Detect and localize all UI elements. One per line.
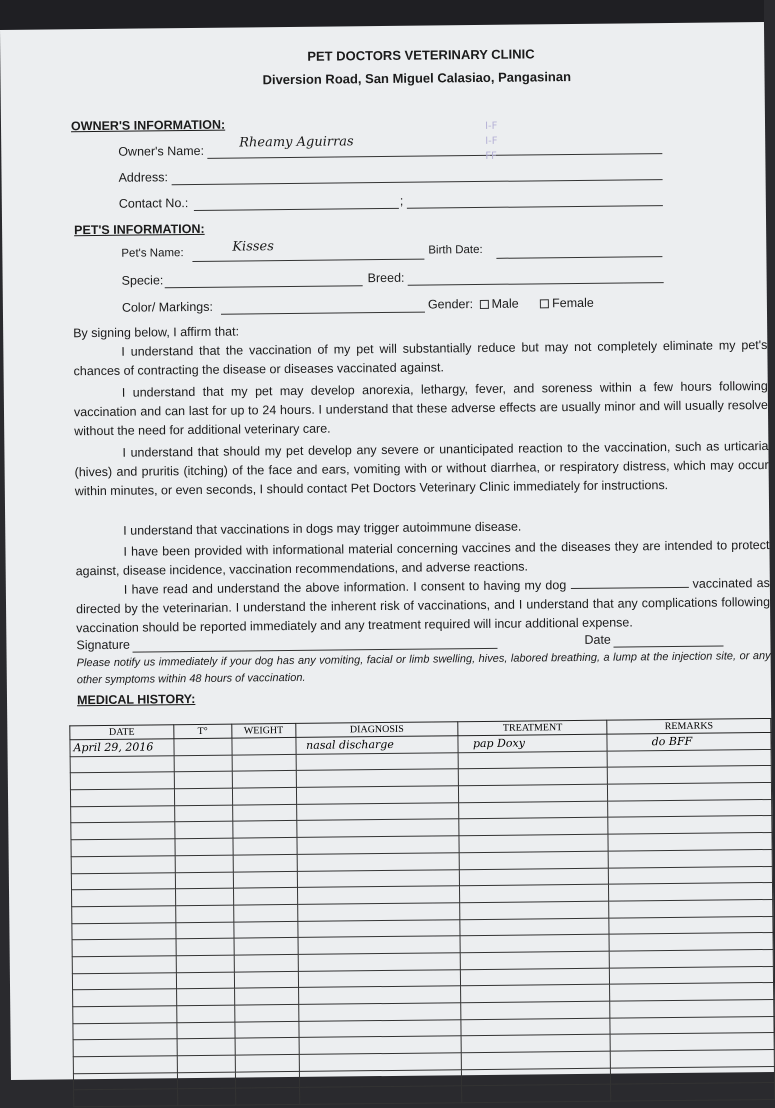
date-label: Date bbox=[584, 632, 611, 647]
table-cell bbox=[72, 889, 176, 907]
table-cell bbox=[298, 953, 461, 971]
table-cell bbox=[607, 749, 771, 767]
color-line bbox=[221, 312, 425, 315]
owner-section-title: OWNER'S INFORMATION: bbox=[70, 117, 226, 134]
col-weight: WEIGHT bbox=[231, 723, 295, 738]
table-cell bbox=[174, 755, 232, 772]
table-cell bbox=[459, 784, 608, 802]
cell-remarks: do BFF bbox=[607, 732, 771, 750]
table-cell bbox=[176, 955, 234, 972]
table-cell bbox=[235, 1071, 299, 1088]
margin-note-1: I-F bbox=[484, 120, 498, 132]
table-cell bbox=[608, 799, 772, 817]
table-cell bbox=[71, 856, 175, 874]
table-cell bbox=[72, 939, 176, 957]
margin-note-2: I-F bbox=[485, 135, 498, 147]
table-cell bbox=[177, 1055, 235, 1072]
consent-intro: By signing below, I affirm that: bbox=[73, 324, 240, 341]
pet-name-value: Kisses bbox=[232, 239, 274, 255]
table-cell bbox=[462, 1051, 611, 1069]
table-cell bbox=[233, 871, 297, 888]
table-cell bbox=[72, 922, 176, 940]
col-diagnosis: DIAGNOSIS bbox=[295, 722, 458, 738]
table-cell bbox=[71, 839, 175, 857]
table-cell bbox=[611, 1083, 775, 1101]
owner-name-line bbox=[207, 153, 662, 159]
cell-date: April 29, 2016 bbox=[70, 739, 174, 757]
consent-text-6c: as directed by the veterinarian. I understand the inherent risk of vaccinations, and I understand that any complications following vaccination should be reported immediately and any treatment required will incur additional expense. bbox=[75, 575, 771, 636]
table-cell bbox=[234, 954, 298, 971]
table-cell bbox=[608, 866, 772, 884]
consent-paragraph-6 bbox=[76, 574, 771, 638]
owner-name-value: Rheamy Aguirras bbox=[239, 134, 354, 151]
table-cell bbox=[235, 1038, 299, 1055]
breed-line bbox=[408, 282, 664, 286]
table-cell bbox=[70, 789, 174, 807]
cell-weight bbox=[232, 737, 296, 754]
table-cell bbox=[609, 916, 773, 934]
contact-line-1 bbox=[194, 208, 399, 211]
table-cell bbox=[298, 1003, 461, 1021]
table-cell bbox=[609, 883, 773, 901]
table-cell bbox=[175, 888, 233, 905]
male-checkbox[interactable] bbox=[480, 300, 489, 309]
table-cell bbox=[72, 956, 176, 974]
pet-section-title: PET'S INFORMATION: bbox=[74, 221, 205, 238]
table-cell bbox=[610, 1050, 774, 1068]
consent-paragraph-3 bbox=[74, 437, 769, 501]
breed-label: Breed: bbox=[367, 270, 405, 286]
table-cell bbox=[297, 886, 460, 904]
table-cell bbox=[174, 788, 232, 805]
table-cell bbox=[460, 934, 609, 952]
table-cell bbox=[297, 903, 460, 921]
table-cell bbox=[608, 849, 772, 867]
col-treatment: TREATMENT bbox=[458, 720, 607, 736]
contact-line-2 bbox=[407, 205, 663, 209]
consent-text-1: I understand that the vaccination of my pet will substantially reduce but may not completely eliminate my pet's chances of contracting the disease or diseases vaccinated against. bbox=[73, 337, 768, 379]
table-cell bbox=[235, 1021, 299, 1038]
table-cell bbox=[177, 1072, 235, 1089]
color-label: Color/ Markings: bbox=[121, 299, 213, 315]
table-cell bbox=[608, 833, 772, 851]
table-cell bbox=[608, 816, 772, 834]
table-cell bbox=[176, 922, 234, 939]
consent-text-2: I understand that my pet may develop anorexia, lethargy, fever, and soreness within a few hours following vaccination and can last for up to 24 hours. I understand that these adverse effects are usually minor and will usually resolve without the need for additional veterinary care. bbox=[73, 378, 769, 439]
table-cell bbox=[174, 771, 232, 788]
table-cell bbox=[297, 919, 460, 937]
table-cell bbox=[299, 1019, 462, 1037]
table-cell bbox=[70, 772, 174, 790]
table-cell bbox=[461, 1035, 610, 1053]
cell-treatment: pap Doxy bbox=[458, 734, 607, 752]
consent-paragraph-2 bbox=[74, 377, 769, 441]
table-cell bbox=[234, 1004, 298, 1021]
table-cell bbox=[70, 755, 174, 773]
table-cell bbox=[177, 1005, 235, 1022]
consent-text-3: I understand that should my pet develop any severe or unanticipated reaction to the vaccination, such as urticaria (hives) and pruritis (itching) of the face and ears, vomiting with or without diarrhea, or respiratory distress, which may occur within minutes, or even seconds, I should contact Pet Doctors Veterinary Clinic immediately for instructions. bbox=[74, 438, 769, 499]
consent-paragraph-1 bbox=[73, 336, 767, 381]
table-cell bbox=[234, 921, 298, 938]
male-label: Male bbox=[491, 296, 519, 311]
table-cell bbox=[461, 951, 610, 969]
table-cell bbox=[232, 804, 296, 821]
table-cell bbox=[72, 972, 176, 990]
table-cell bbox=[233, 854, 297, 871]
pet-name-label: Pet's Name: bbox=[121, 247, 184, 260]
clinic-address: Diversion Road, San Miguel Calasiao, Pangasinan bbox=[262, 69, 572, 88]
table-cell bbox=[232, 754, 296, 771]
specie-line bbox=[165, 285, 363, 288]
table-cell bbox=[459, 818, 608, 836]
table-cell bbox=[174, 805, 232, 822]
margin-note-3: FF bbox=[485, 150, 497, 162]
col-temperature: T° bbox=[174, 724, 232, 739]
table-cell bbox=[460, 901, 609, 919]
table-cell bbox=[460, 868, 609, 886]
table-cell bbox=[73, 1056, 177, 1074]
table-cell bbox=[296, 786, 459, 804]
table-cell bbox=[175, 822, 233, 839]
table-cell bbox=[297, 869, 460, 887]
table-cell bbox=[607, 766, 771, 784]
table-cell bbox=[460, 884, 609, 902]
table-cell bbox=[235, 1088, 299, 1105]
table-cell bbox=[462, 1068, 611, 1086]
table-cell bbox=[232, 771, 296, 788]
table-cell bbox=[71, 822, 175, 840]
table-cell bbox=[234, 988, 298, 1005]
table-cell bbox=[461, 1001, 610, 1019]
table-cell bbox=[298, 986, 461, 1004]
consent-text-5: I have been provided with informational material concerning vaccines and the diseases they are intended to protect against, disease incidence, vaccination recommendations, and adverse reactions. bbox=[75, 537, 770, 579]
table-cell bbox=[233, 838, 297, 855]
table-cell bbox=[461, 984, 610, 1002]
consent-text-6a: I have read and understand the above information. I consent to having my dog bbox=[123, 578, 567, 597]
cell-temperature bbox=[174, 738, 232, 755]
dog-name-line bbox=[570, 577, 688, 589]
table-cell bbox=[610, 966, 774, 984]
table-cell bbox=[233, 888, 297, 905]
female-label: Female bbox=[552, 295, 594, 311]
table-cell bbox=[460, 918, 609, 936]
female-checkbox[interactable] bbox=[540, 299, 549, 308]
symptom-notice: Please notify us immediately if your dog has any vomiting, facial or limb swelling, hives, labored breathing, a lump at the injection site, or any other symptoms within 48 hours of vaccination. bbox=[76, 649, 771, 687]
table-cell bbox=[296, 769, 459, 787]
consent-text-6b: vaccinated bbox=[692, 576, 753, 591]
address-label: Address: bbox=[118, 170, 168, 185]
table-cell bbox=[175, 838, 233, 855]
table-cell bbox=[297, 853, 460, 871]
table-cell bbox=[73, 1022, 177, 1040]
gender-label: Gender: bbox=[427, 297, 474, 312]
table-cell bbox=[73, 1039, 177, 1057]
table-cell bbox=[235, 1054, 299, 1071]
table-cell bbox=[609, 933, 773, 951]
table-cell bbox=[462, 1085, 611, 1103]
table-cell bbox=[73, 1006, 177, 1024]
medical-history-title: MEDICAL HISTORY: bbox=[76, 691, 196, 708]
table-cell bbox=[71, 872, 175, 890]
col-date: DATE bbox=[70, 725, 174, 740]
table-cell bbox=[72, 906, 176, 924]
table-cell bbox=[298, 969, 461, 987]
table-cell bbox=[175, 872, 233, 889]
table-cell bbox=[609, 949, 773, 967]
table-cell bbox=[608, 783, 772, 801]
table-cell bbox=[233, 821, 297, 838]
table-cell bbox=[296, 819, 459, 837]
owner-name-label: Owner's Name: bbox=[118, 143, 205, 159]
cell-diagnosis: nasal discharge bbox=[296, 736, 459, 754]
table-cell bbox=[609, 899, 773, 917]
pet-name-line bbox=[192, 259, 424, 262]
table-cell bbox=[176, 972, 234, 989]
birth-date-line bbox=[496, 256, 662, 259]
table-cell bbox=[296, 802, 459, 820]
clinic-name: PET DOCTORS VETERINARY CLINIC bbox=[307, 46, 535, 64]
table-cell bbox=[175, 855, 233, 872]
table-cell bbox=[299, 1036, 462, 1054]
table-cell bbox=[611, 1066, 775, 1084]
table-cell bbox=[299, 1069, 462, 1087]
table-cell bbox=[177, 1038, 235, 1055]
table-cell bbox=[177, 1022, 235, 1039]
table-cell bbox=[232, 788, 296, 805]
contact-separator: ; bbox=[399, 193, 404, 208]
table-cell bbox=[297, 836, 460, 854]
table-cell bbox=[71, 805, 175, 823]
table-cell bbox=[234, 971, 298, 988]
table-cell bbox=[176, 988, 234, 1005]
table-cell bbox=[610, 983, 774, 1001]
table-cell bbox=[177, 1089, 235, 1106]
contact-label: Contact No.: bbox=[118, 196, 189, 211]
table-cell bbox=[296, 752, 459, 770]
table-body bbox=[70, 732, 775, 1106]
gender-field bbox=[428, 296, 594, 312]
medical-history-table bbox=[69, 718, 775, 1107]
table-cell bbox=[459, 801, 608, 819]
specie-label: Specie: bbox=[121, 273, 164, 288]
address-line bbox=[172, 179, 663, 185]
table-cell bbox=[461, 1018, 610, 1036]
table-cell bbox=[299, 1053, 462, 1071]
table-cell bbox=[176, 905, 234, 922]
table-cell bbox=[73, 989, 177, 1007]
col-remarks: REMARKS bbox=[607, 718, 771, 734]
table-cell bbox=[459, 768, 608, 786]
table-cell bbox=[610, 1016, 774, 1034]
signature-label: Signature bbox=[76, 637, 131, 653]
date-line bbox=[613, 645, 723, 647]
table-cell bbox=[461, 968, 610, 986]
table-cell bbox=[176, 938, 234, 955]
table-cell bbox=[458, 751, 607, 769]
table-cell bbox=[73, 1072, 177, 1090]
table-cell bbox=[460, 851, 609, 869]
table-cell bbox=[74, 1089, 178, 1107]
table-cell bbox=[610, 999, 774, 1017]
birth-date-label: Birth Date: bbox=[428, 243, 483, 257]
table-cell bbox=[233, 904, 297, 921]
table-cell bbox=[234, 938, 298, 955]
table-cell bbox=[299, 1086, 462, 1104]
table-cell bbox=[610, 1033, 774, 1051]
table-cell bbox=[298, 936, 461, 954]
consent-text-4: I understand that vaccinations in dogs may trigger autoimmune disease. bbox=[123, 519, 522, 538]
table-cell bbox=[459, 834, 608, 852]
form-page bbox=[0, 22, 775, 1080]
